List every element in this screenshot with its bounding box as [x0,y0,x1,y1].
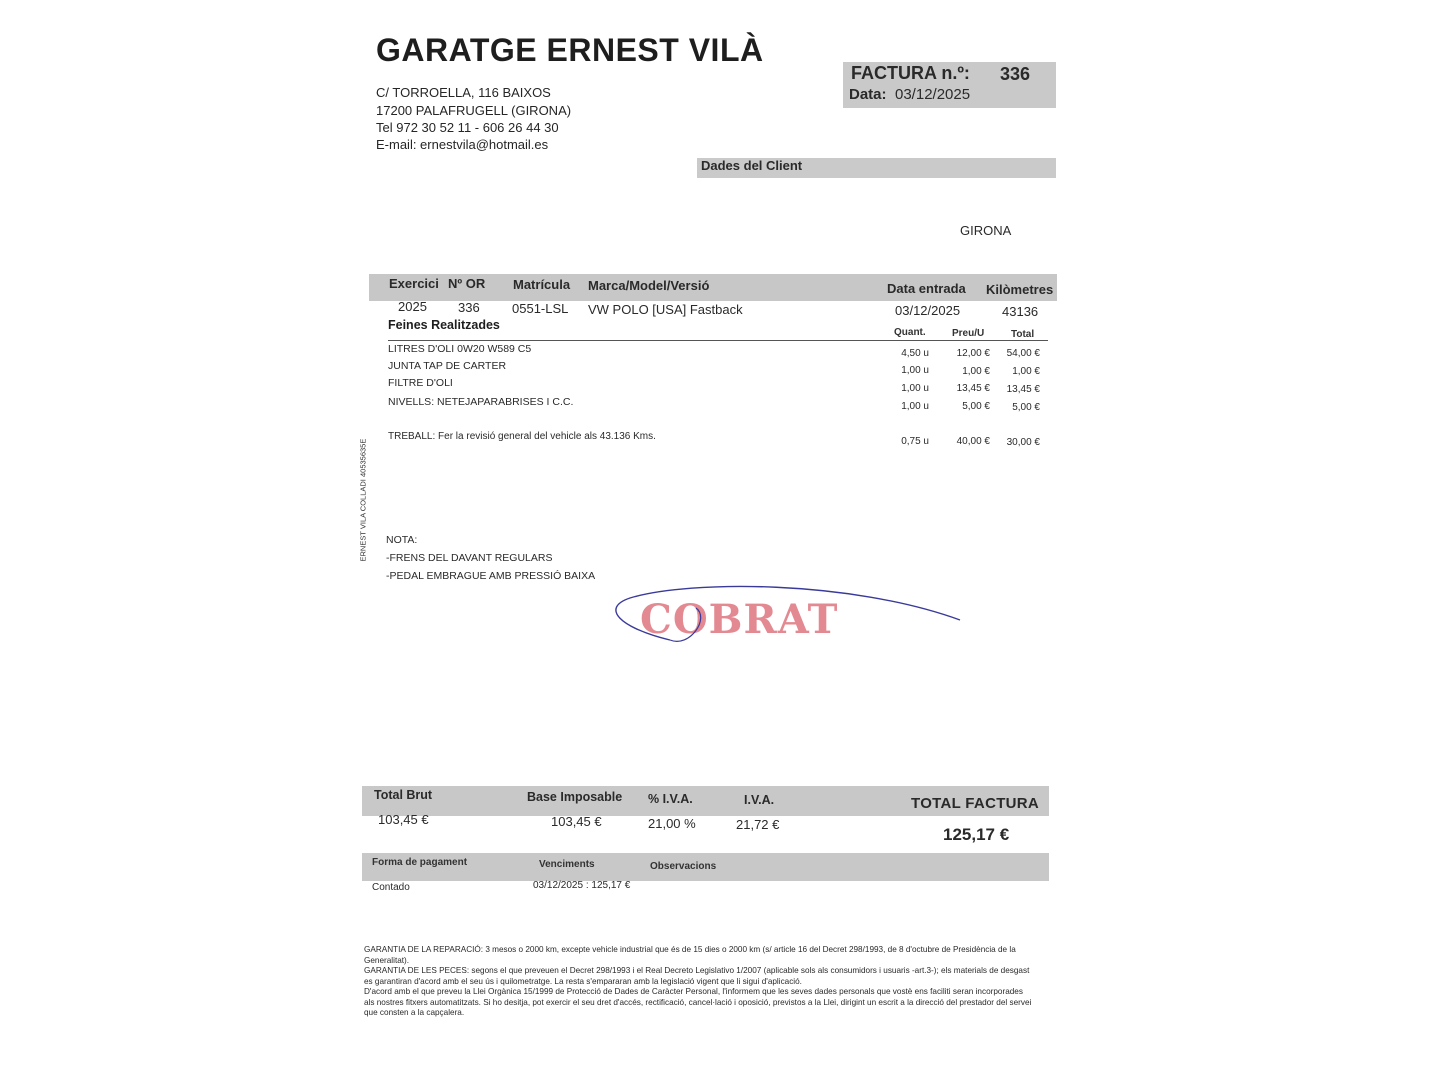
work-item-total: 5,00 € [1012,402,1040,413]
total-invoice-label: TOTAL FACTURA [911,795,1040,812]
legal-warranty-parts: GARANTIA DE LES PECES: segons el que preveuen el Decret 298/1993 i el Real Decreto Legislativo 1/2007 (aplicable sols als consumidors i usuaris -art.3-); els materials de desgast es garantiran d'acord amb el seu ús i quilometratge. La resta s'empararan amb la legislació vigent que li sigui d'aplicació. [364,966,1030,986]
works-col-price: Preu/U [952,328,985,339]
work-item-desc: JUNTA TAP DE CARTER [388,360,507,372]
invoice-date-label: Data: [849,86,887,103]
col-data-entrada: Data entrada [887,281,966,296]
work-item-total: 54,00 € [1006,348,1040,359]
total-invoice-value: 125,17 € [943,825,1010,844]
vehicle-model: VW POLO [USA] Fastback [588,302,743,317]
col-exercici: Exercici [389,276,439,291]
paid-stamp [600,578,980,668]
work-item-desc: FILTRE D'OLI [388,377,453,389]
legal-warranty-repair: GARANTIA DE LA REPARACIÓ: 3 mesos o 2000 km, excepte vehicle industrial que és de 15 dies o 2000 km (s/ article 16 del Decret 298/1993, de 8 d'octubre de Presidència de la Generalitat). [364,945,1016,965]
col-matricula: Matrícula [513,277,571,292]
totals-col-base: Base Imposable [527,790,623,804]
vehicle-entry-date: 03/12/2025 [895,303,961,318]
work-item-price: 40,00 € [956,436,990,447]
payment-due: 03/12/2025 : 125,17 € [533,880,631,891]
work-item-qty: 4,50 u [901,348,929,359]
totals-col-iva: I.V.A. [744,793,775,807]
iva-value: 21,72 € [736,817,780,832]
work-item-qty: 1,00 u [901,383,929,394]
legal-data-protection: D'acord amb el que preveu la Llei Orgànica 15/1999 de Protecció de Dades de Caràcter Personal, l'informem que les seves dades personals que vostè ens faciliti seran incorporades als nostres fitxers automatitzats. Si ho desitja, pot exercir el seu dret d'accés, rectificació, cancel·lació i oposició, previstos a la Llei, dirigint un escrit a la direcció del prestador del servei que consten a la capçalera. [364,987,1032,1017]
col-num-or: Nº OR [448,276,486,291]
works-title: Feines Realitzades [388,318,500,332]
legal-text [364,945,1034,1019]
company-name: GARATGE ERNEST VILÀ [376,32,764,68]
work-item-desc: NIVELLS: NETEJAPARABRISES I C.C. [388,396,574,408]
payment-col-method: Forma de pagament [372,857,468,868]
company-phone: Tel 972 30 52 11 - 606 26 44 30 [376,120,559,135]
payment-method: Contado [372,882,410,893]
payment-col-due: Venciments [539,859,595,870]
payment-col-observations: Observacions [650,861,717,872]
works-col-qty: Quant. [894,327,926,338]
client-header-label: Dades del Client [701,158,803,173]
works-divider [388,340,1048,341]
work-item-total: 1,00 € [1012,366,1040,377]
side-vertical-text: ERNEST VILA COLLADI 40535635E [358,438,368,562]
company-email: E-mail: ernestvila@hotmail.es [376,137,549,152]
invoice-number-label: FACTURA n.º: [851,63,970,83]
work-item-qty: 0,75 u [901,436,929,447]
total-brut-value: 103,45 € [378,812,429,827]
totals-col-pct-iva: % I.V.A. [648,792,693,806]
vehicle-num-or: 336 [458,300,480,315]
work-item-desc: LITRES D'OLI 0W20 W589 C5 [388,343,532,355]
stamp-text: COBRAT [640,596,839,643]
work-item-total: 30,00 € [1006,437,1040,448]
works-col-total: Total [1011,329,1035,340]
invoice-date: 03/12/2025 [895,86,971,103]
work-item-price: 13,45 € [956,383,990,394]
pct-iva-value: 21,00 % [648,816,696,831]
work-item-price: 5,00 € [962,401,990,412]
invoice-number: 336 [1000,64,1031,84]
vehicle-exercici: 2025 [398,299,427,314]
note-line: -PEDAL EMBRAGUE AMB PRESSIÓ BAIXA [386,570,596,582]
totals-col-brut: Total Brut [374,788,433,802]
work-item-qty: 1,00 u [901,401,929,412]
work-item-qty: 1,00 u [901,365,929,376]
vehicle-matricula: 0551-LSL [512,301,569,316]
company-address-line2: 17200 PALAFRUGELL (GIRONA) [376,103,572,118]
work-item-desc: TREBALL: Fer la revisió general del vehicle als 43.136 Kms. [388,431,656,442]
work-item-total: 13,45 € [1006,384,1040,395]
notes-label: NOTA: [386,534,418,546]
client-city: GIRONA [960,223,1012,238]
company-address-line1: C/ TORROELLA, 116 BAIXOS [376,85,551,100]
base-imposable-value: 103,45 € [551,814,602,829]
vehicle-km: 43136 [1002,304,1039,319]
col-kilometres: Kilòmetres [986,282,1054,297]
col-marca-model: Marca/Model/Versió [588,278,710,293]
note-line: -FRENS DEL DAVANT REGULARS [386,552,553,564]
work-item-price: 1,00 € [962,366,990,377]
work-item-price: 12,00 € [956,348,990,359]
